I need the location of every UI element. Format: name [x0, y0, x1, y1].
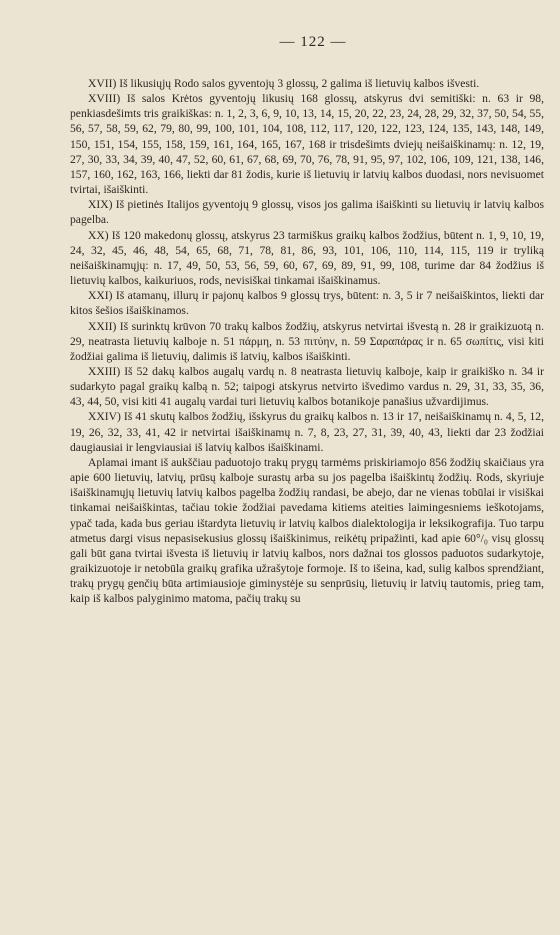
- paragraph-xx: XX) Iš 120 makedonų glossų, atskyrus 23 tarmiškus graikų kalbos žodžius, būtent n. 1, 9, 10, 19, 24, 32, 45, 46, 48, 54, 65, 68, 71, 78, 81, 86, 93, 101, 106, 110, 114, 115, 119 ir tryliką neišaiškinamųjų: n. 17, 49, 50, 53, 56, 59, 60, 67, 69, 89, 91, 99, 108, turime dar 84 žodžius iš lietuvių kalbos, kaikuriuos, rods, nevisiškai tinkamai išaiškinamus.: [70, 228, 544, 288]
- paragraph-xxiv: XXIV) Iš 41 skutų kalbos žodžių, išskyrus du graikų kalbos n. 13 ir 17, neišaiškinamų n. 4, 5, 12, 19, 26, 32, 33, 41, 42 ir netvirtai išaiškinamų n. 7, 8, 23, 27, 31, 39, 40, 43, liekti dar 23 žodžiai daugiausiai ir lengviausiai iš latvių kalbos išaiškinami.: [70, 410, 544, 454]
- paragraph-xviii: XVIII) Iš salos Krėtos gyventojų likusių 168 glossų, atskyrus dvi semitiški: n. 63 ir 98, penkiasdešimts tris graikiškas: n. 1, 2, 3, 6, 9, 10, 13, 14, 15, 20, 22, 23, 24, 28, 29, 32, 37, 50, 54, 55, 56, 57, 58, 59, 62, 79, 80, 99, 100, 101, 104, 108, 112, 117, 120, 122, 123, 124, 135, 143, 148, 149, 150, 151, 154, 155, 158, 159, 161, 164, 165, 167, 168 ir trisdešimts dviejų neišaiškinamų: n. 12, 19, 27, 30, 33, 34, 39, 40, 47, 52, 60, 61, 67, 68, 69, 70, 76, 78, 91, 95, 97, 102, 106, 109, 121, 138, 146, 157, 160, 162, 163, 166, liekti dar 81 žodis, kurie iš lietuvių ir latvių kalbos duodasi, nors nevisuomet tvirtai, išaiškinti.: [70, 92, 544, 197]
- paragraph-xxi: XXI) Iš atamanų, illurų ir pajonų kalbos 9 glossų trys, būtent: n. 3, 5 ir 7 neišaiškintos, liekti dar kitos šešios išaiškinamos.: [70, 289, 544, 318]
- paragraph-xxii: XXII) Iš surinktų krūvon 70 trakų kalbos žodžių, atskyrus netvirtai išvestą n. 28 ir graikizuotą n. 29, neatrasta lietuvių kalboje n. 51 πάρμη, n. 53 πιτύην, n. 59 Σαραπάρας ir n. 65 σωπίτις, visi kiti žodžiai galima iš lietuvių, dalimis iš latvių, kalbos išaiškinti.: [70, 319, 544, 363]
- paragraph-xvii: XVII) Iš likusiųjų Rodo salos gyventojų 3 glossų, 2 galima iš lietuvių kalbos išvesti.: [88, 77, 480, 90]
- body-text: [70, 76, 544, 606]
- paragraph-xxiii: XXIII) Iš 52 dakų kalbos augalų vardų n. 8 neatrasta lietuvių kalboje, kaip ir graikiško n. 34 ir sudarkyto pagal graikų kalbą n. 52; taipogi atskyrus netvirto išvedimo vardus n. 29, 31, 33, 35, 36, 43, 44, 50, visi kiti 41 augalų vardai turi lietuvių kalbos botanikoje panašius užvardijimus.: [70, 364, 544, 409]
- paragraph-xix: XIX) Iš pietinės Italijos gyventojų 9 glossų, visos jos galima išaiškinti su lietuvių ir latvių kalbos pagelba.: [70, 198, 544, 227]
- page-number: — 122 —: [279, 34, 347, 50]
- paragraph-summary: Aplamai imant iš aukščiau paduotojo trakų prygų tarmėms priskiriamojo 856 žodžių skaičiaus yra apie 600 lietuvių, latvių, prūsų kalboje surastų arba su jos pagelba išaiškintų žodžių. Rods, skyriuje išaiškinamųjų lietuvių latvių kalbos pagelba žodžių randasi, be abejo, dar ne vienas tobūlai ir visiškai tinkamai neišaiškintas, tačiau tokie žodžiai pavedama kitiems ateities laimingesniems ieškotojams, ypač tada, kada bus geriau ištardyta lietuvių ir latvių kalbos dialektologija ir leksikografija. Tuo tarpu atmetus dargi visus nepasisekusius glossų išaiškinimus, reikėtų pripažinti, kad apie 60°/₀ visų glossų gali būt gana tvirtai išvesta iš lietuvių ir latvių kalbos, nors dažnai tos glossos paduotos sudarkytoje, graikizuotoje ir netobūla graikų grafika užrašytoje formoje. Iš to išeina, kad, sulig kalbos sprendžiant, trakų prygų genčių būta artimiausioje giminystėje su senprūsių, lietuvių ir latvių tautomis, prieg tam, kaip iš kalbos palyginimo matoma, pačių trakų su: [70, 455, 544, 606]
